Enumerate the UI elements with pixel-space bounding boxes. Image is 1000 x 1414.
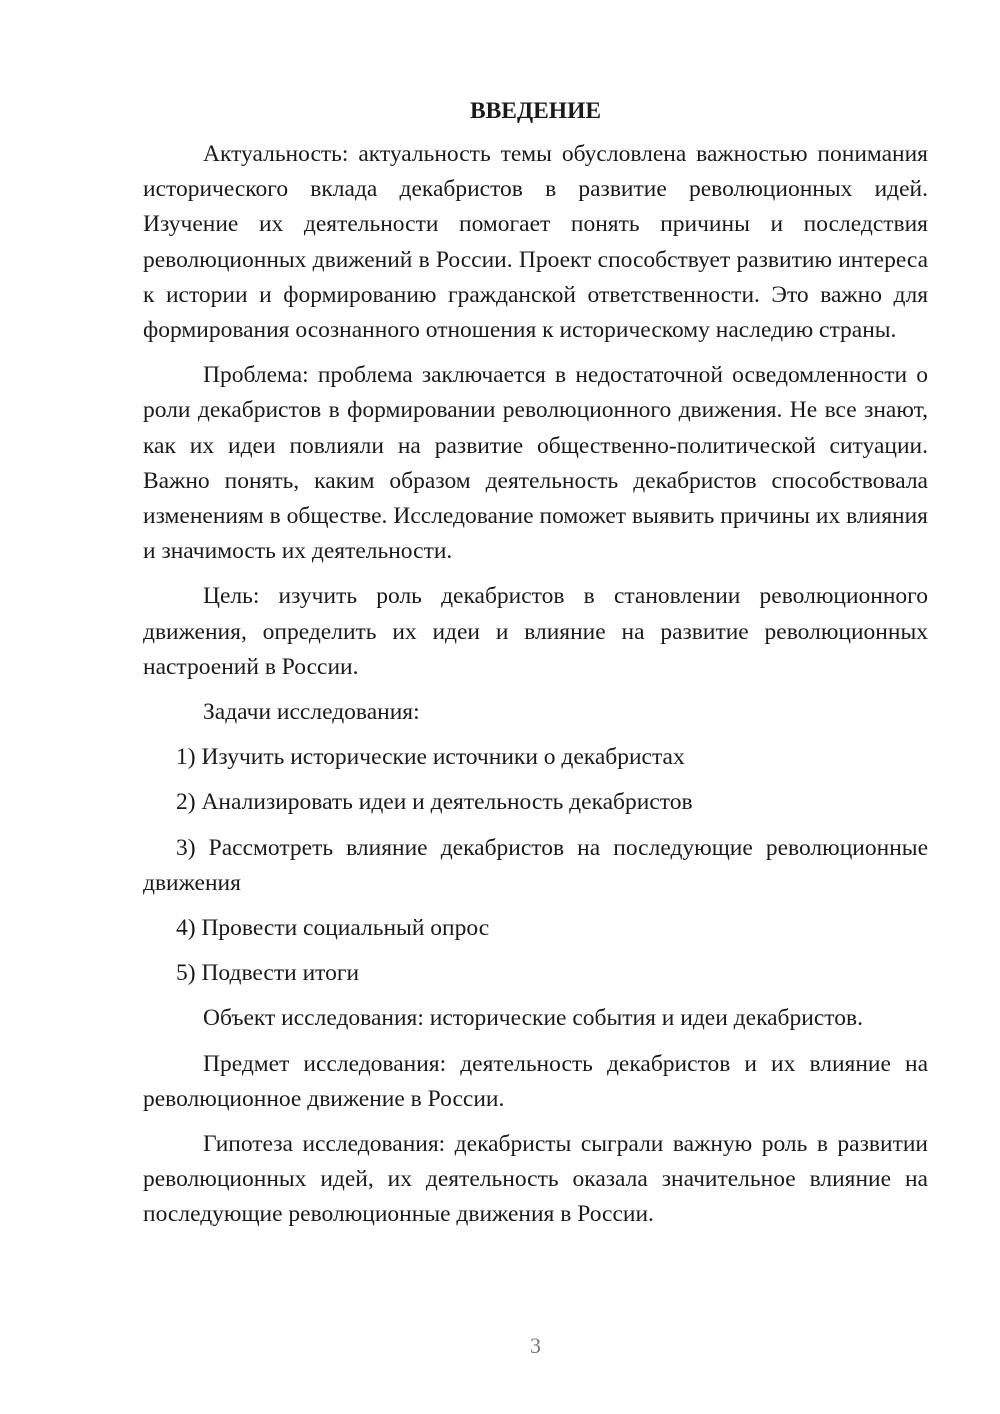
section-title: ВВЕДЕНИЕ (469, 98, 602, 124)
task-item-3: 3) Рассмотреть влияние декабристов на последующие революционные движения (143, 834, 928, 896)
task-item-1: 1) Изучить исторические источники о декабристах (176, 744, 685, 771)
tasks-heading: Задачи исследования: (203, 699, 420, 726)
object-paragraph: Объект исследования: исторические события и идеи декабристов. (203, 1005, 863, 1032)
relevance-paragraph: Актуальность: актуальность темы обусловлена важностью понимания исторического вклада декабристов в развитие революционных идей. Изучение их деятельности помогает понять причины и последствия революционных движений в России. Проект способствует развитию интереса к истории и формированию гражданской ответственности. Это важно для формирования осознанного отношения к историческому наследию страны. (143, 141, 928, 344)
goal-paragraph: Цель: изучить роль декабристов в становлении революционного движения, определить их идеи и влияние на развитие революционных настроений в России. (143, 583, 928, 680)
task-item-4: 4) Провести социальный опрос (176, 915, 490, 942)
subject-paragraph: Предмет исследования: деятельность декабристов и их влияние на революционное движение в России. (143, 1050, 928, 1112)
problem-paragraph: Проблема: проблема заключается в недостаточной осведомленности о роли декабристов в формировании революционного движения. Не все знают, как их идеи повлияли на развитие общественно-политической ситуации. Важно понять, каким образом деятельность декабристов способствовала изменениям в обществе. Исследование поможет выявить причины их влияния и значимость их деятельности. (143, 362, 928, 565)
task-item-5: 5) Подвести итоги (176, 960, 360, 987)
hypothesis-paragraph: Гипотеза исследования: декабристы сыграли важную роль в развитии революционных идей, их деятельность оказала значительное влияние на последующие революционные движения в России. (143, 1131, 928, 1228)
page-content (143, 95, 928, 1243)
page-number: 3 (530, 1333, 541, 1358)
task-item-2: 2) Анализировать идеи и деятельность декабристов (176, 789, 693, 816)
